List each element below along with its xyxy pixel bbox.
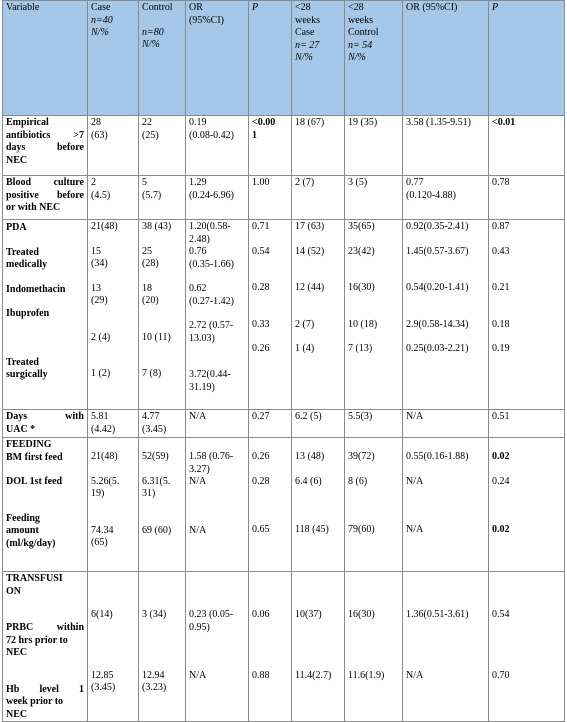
cell-or2: 0.92(0.35-2.41) 1.45(0.57-3.67) 0.54(0.20-1.41) 2.9(0.58-14.34) 0.25(0.03-2.21)	[403, 220, 489, 410]
cell-p: <0.00 1	[249, 116, 292, 176]
cell-p2: 0.78	[489, 176, 565, 220]
cell-lt28-control: 39(72) 8 (6) 79(60)	[345, 438, 403, 572]
table-row-uac	[3, 410, 565, 438]
cell-p: 0.27	[249, 410, 292, 438]
header-case: Case n=40 N/%	[88, 1, 139, 116]
table-row-pda	[3, 220, 565, 410]
cell-lt28-control: 19 (35)	[345, 116, 403, 176]
cell-p2: 0.87 0.43 0.21 0.18 0.19	[489, 220, 565, 410]
cell-lt28-case: 2 (7)	[292, 176, 345, 220]
header-row	[3, 1, 565, 116]
cell-case: 6(14) 12.85 (3.45)	[88, 572, 139, 722]
cell-case: 2 (4.5)	[88, 176, 139, 220]
cell-or2: 0.77 (0.120-4.88)	[403, 176, 489, 220]
cell-or2: N/A	[403, 410, 489, 438]
cell-or: 0.19 (0.08-0.42)	[186, 116, 249, 176]
cell-lt28-control: 5.5(3)	[345, 410, 403, 438]
cell-p2: 0.54 0.70	[489, 572, 565, 722]
cell-lt28-case: 18 (67)	[292, 116, 345, 176]
cell-or2: 3.58 (1.35-9.51)	[403, 116, 489, 176]
cell-case: 21(48) 5.26(5. 19) 74.34 (65)	[88, 438, 139, 572]
cell-p: 0.26 0.28 0.65	[249, 438, 292, 572]
cell-p2: <0.01	[489, 116, 565, 176]
cell-or2: 1.36(0.51-3.61) N/A	[403, 572, 489, 722]
cell-p: 1.00	[249, 176, 292, 220]
header-control: Control n=80 N/%	[139, 1, 186, 116]
cell-variable: TRANSFUSI ON PRBC within 72 hrs prior to NEC Hb level 1 week prior to NEC	[3, 572, 88, 722]
cell-control: 22 (25)	[139, 116, 186, 176]
cell-control: 3 (34) 12.94 (3.23)	[139, 572, 186, 722]
cell-variable: PDA Treated medically Indomethacin Ibuprofen Treated surgically	[3, 220, 88, 410]
cell-lt28-case: 6.2 (5)	[292, 410, 345, 438]
header-variable: Variable	[3, 1, 88, 116]
cell-or: N/A	[186, 410, 249, 438]
cell-control: 5 (5.7)	[139, 176, 186, 220]
cell-lt28-case: 17 (63) 14 (52) 12 (44) 2 (7) 1 (4)	[292, 220, 345, 410]
cell-lt28-control: 16(30) 11.6(1.9)	[345, 572, 403, 722]
table-row-feeding	[3, 438, 565, 572]
cell-or: 0.23 (0.05- 0.95) N/A	[186, 572, 249, 722]
cell-or: 1.20(0.58- 2.48) 0.76 (0.35-1.66) 0.62 (0.27-1.42) 2.72 (0.57- 13.03) 3.72(0.44- 31.19)	[186, 220, 249, 410]
cell-or2: 0.55(0.16-1.88) N/A N/A	[403, 438, 489, 572]
table-row-transfusion	[3, 572, 565, 722]
header-p2: P	[489, 1, 565, 116]
cell-lt28-control: 3 (5)	[345, 176, 403, 220]
table-row-blood-culture	[3, 176, 565, 220]
results-table-frame	[2, 0, 566, 720]
cell-control: 4.77 (3.45)	[139, 410, 186, 438]
cell-or: 1.58 (0.76- 3.27) N/A N/A	[186, 438, 249, 572]
cell-case: 5.81 (4.42)	[88, 410, 139, 438]
cell-p: 0.06 0.88	[249, 572, 292, 722]
cell-variable: FEEDING BM first feed DOL 1st feed Feeding amount (ml/kg/day)	[3, 438, 88, 572]
cell-lt28-case: 13 (48) 6.4 (6) 118 (45)	[292, 438, 345, 572]
table-row-empirical	[3, 116, 565, 176]
cell-p2: 0.02 0.24 0.02	[489, 438, 565, 572]
cell-variable: Days with UAC *	[3, 410, 88, 438]
header-or: OR (95%CI)	[186, 1, 249, 116]
cell-p: 0.71 0.54 0.28 0.33 0.26	[249, 220, 292, 410]
cell-or: 1.29 (0.24-6.96)	[186, 176, 249, 220]
cell-variable: Blood culture positive before or with NEC	[3, 176, 88, 220]
cell-lt28-control: 35(65) 23(42) 16(30) 10 (18) 7 (13)	[345, 220, 403, 410]
cell-p2: 0.51	[489, 410, 565, 438]
results-table	[2, 0, 565, 722]
cell-control: 38 (43) 25 (28) 18 (20) 10 (11) 7 (8)	[139, 220, 186, 410]
cell-case: 21(48) 15 (34) 13 (29) 2 (4) 1 (2)	[88, 220, 139, 410]
cell-lt28-case: 10(37) 11.4(2.7)	[292, 572, 345, 722]
header-lt28-case: <28 weeks Case n= 27 N/%	[292, 1, 345, 116]
cell-control: 52(59) 6.31(5. 31) 69 (60)	[139, 438, 186, 572]
cell-case: 28 (63)	[88, 116, 139, 176]
cell-variable: Empirical antibiotics >7 days before NEC	[3, 116, 88, 176]
header-p: P	[249, 1, 292, 116]
header-or2: OR (95%CI)	[403, 1, 489, 116]
header-lt28-control: <28 weeks Control n= 54 N/%	[345, 1, 403, 116]
